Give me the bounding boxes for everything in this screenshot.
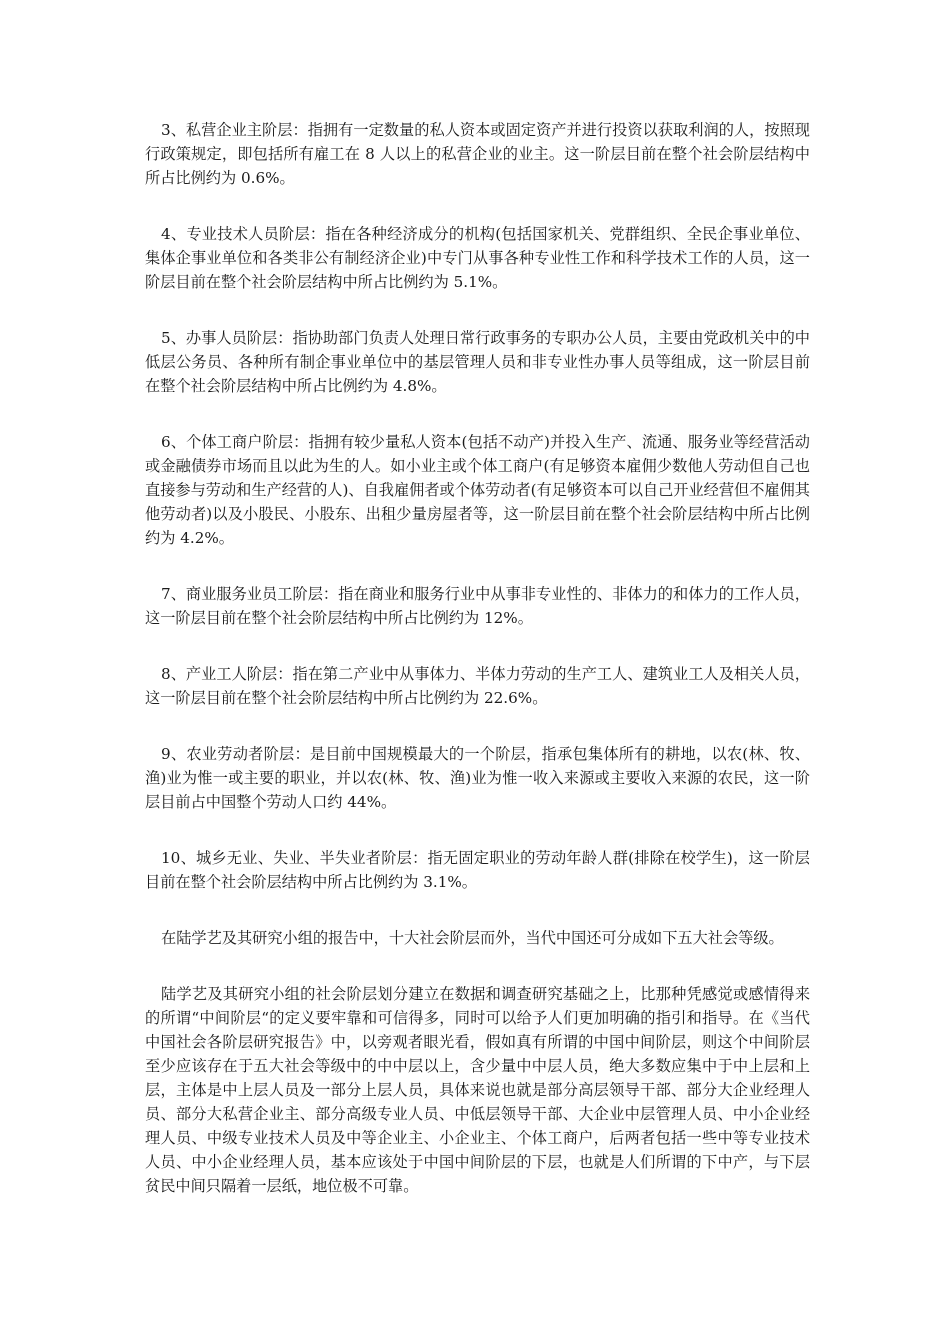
paragraph-private-entrepreneurs: 3、私营企业主阶层：指拥有一定数量的私人资本或固定资产并进行投资以获取利润的人，按照现行政策规定，即包括所有雇工在 8 人以上的私营企业的业主。这一阶层目前在整个社会阶层结构中所占比例约为 0.6%。 — [145, 121, 810, 187]
paragraph-clerical-staff: 5、办事人员阶层：指协助部门负责人处理日常行政事务的专职办公人员，主要由党政机关中的中低层公务员、各种所有制企事业单位中的基层管理人员和非专业性办事人员等组成，这一阶层目前在整个社会阶层结构中所占比例约为 4.8%。 — [145, 329, 810, 395]
paragraph-commerce-service-workers: 7、商业服务业员工阶层：指在商业和服务行业中从事非专业性的、非体力的和体力的工作人员，这一阶层目前在整个社会阶层结构中所占比例约为 12%。 — [145, 585, 810, 627]
paragraph-industrial-workers: 8、产业工人阶层：指在第二产业中从事体力、半体力劳动的生产工人、建筑业工人及相关人员，这一阶层目前在整个社会阶层结构中所占比例约为 22.6%。 — [145, 665, 810, 707]
paragraph-five-ranks-intro: 在陆学艺及其研究小组的报告中，十大社会阶层而外，当代中国还可分成如下五大社会等级。 — [161, 929, 784, 947]
paragraph-agricultural-workers: 9、农业劳动者阶层：是目前中国规模最大的一个阶层，指承包集体所有的耕地，以农(林、牧、渔)业为惟一或主要的职业，并以农(林、牧、渔)业为惟一收入来源或主要收入来源的农民，这一阶层目前占中国整个劳动人口约 44%。 — [145, 745, 810, 811]
paragraph-professional-technical: 4、专业技术人员阶层：指在各种经济成分的机构(包括国家机关、党群组织、全民企事业单位、集体企事业单位和各类非公有制经济企业)中专门从事各种专业性工作和科学技术工作的人员，这一阶层目前在整个社会阶层结构中所占比例约为 5.1%。 — [145, 225, 810, 291]
paragraph-middle-class-analysis: 陆学艺及其研究小组的社会阶层划分建立在数据和调查研究基础之上，比那种凭感觉或感情得来的所谓“中间阶层“的定义要牢靠和可信得多，同时可以给予人们更加明确的指引和指导。在《当代中国社会各阶层研究报告》中，以旁观者眼光看，假如真有所谓的中国中间阶层，则这个中间阶层至少应该存在于五大社会等级中的中中层以上，含少量中中层人员，绝大多数应集中于中上层和上层，主体是中上层人员及一部分上层人员，具体来说也就是部分高层领导干部、部分大企业经理人员、部分大私营企业主、部分高级专业人员、中低层领导干部、大企业中层管理人员、中小企业经理人员、中级专业技术人员及中等企业主、小企业主、个体工商户，后两者包括一些中等专业技术人员、中小企业经理人员，基本应该处于中国中间阶层的下层，也就是人们所谓的下中产，与下层贫民中间只隔着一层纸，地位极不可靠。 — [145, 985, 810, 1195]
paragraph-unemployed: 10、城乡无业、失业、半失业者阶层：指无固定职业的劳动年龄人群(排除在校学生)，这一阶层目前在整个社会阶层结构中所占比例约为 3.1%。 — [145, 849, 810, 891]
document-page — [145, 118, 810, 1230]
paragraph-individual-businesses: 6、个体工商户阶层：指拥有较少量私人资本(包括不动产)并投入生产、流通、服务业等经营活动或金融债券市场而且以此为生的人。如小业主或个体工商户(有足够资本雇佣少数他人劳动但自己也直接参与劳动和生产经营的人)、自我雇佣者或个体劳动者(有足够资本可以自己开业经营但不雇佣其他劳动者)以及小股民、小股东、出租少量房屋者等，这一阶层目前在整个社会阶层结构中所占比例约为 4.2%。 — [145, 433, 810, 547]
